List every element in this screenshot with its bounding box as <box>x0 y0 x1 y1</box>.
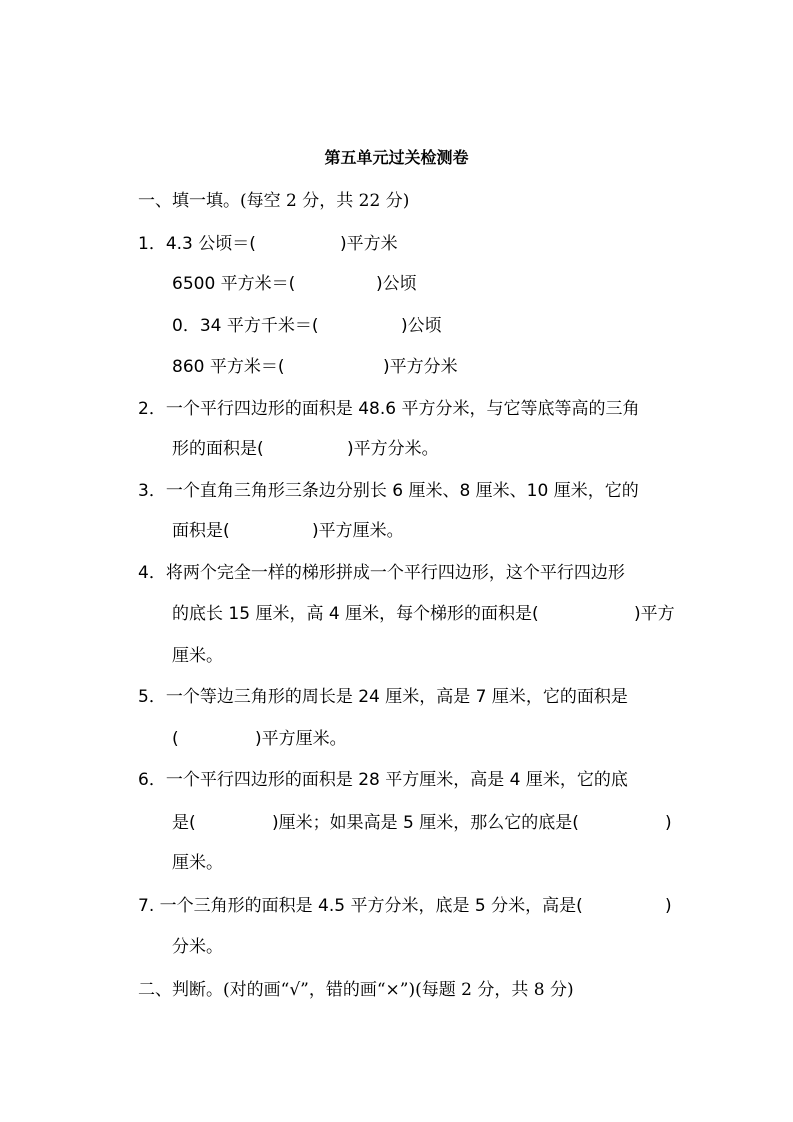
q1b-unit: )公顷 <box>376 274 417 294</box>
q1c-unit: )公顷 <box>401 316 442 336</box>
q2-line2-unit: )平方分米。 <box>347 439 439 459</box>
q1a-unit: )平方米 <box>340 234 398 254</box>
q6-line2-text: 是( <box>172 813 196 833</box>
q3-line1: 3．一个直角三角形三条边分别长 6 厘米、8 厘米、10 厘米，它的 <box>138 481 639 501</box>
q3-line2-text: 面积是( <box>172 521 230 541</box>
q6-line2-close: ) <box>665 813 672 833</box>
page-title: 第五单元过关检测卷 <box>324 148 469 167</box>
q7-line2: 分米。 <box>172 937 223 957</box>
q7-line1-close: ) <box>665 896 672 916</box>
q3-line2-unit: )平方厘米。 <box>312 521 404 541</box>
q2-line2-text: 形的面积是( <box>172 439 264 459</box>
q1c-text: 0．34 平方千米＝( <box>172 316 319 336</box>
q4-line2-unit: )平方 <box>634 604 675 624</box>
q1d-unit: )平方分米 <box>383 357 458 377</box>
q6-line1: 6．一个平行四边形的面积是 28 平方厘米，高是 4 厘米，它的底 <box>138 770 628 790</box>
q6-line2-middle: )厘米；如果高是 5 厘米，那么它的底是( <box>272 813 579 833</box>
q5-line2-unit: )平方厘米。 <box>255 729 347 749</box>
q7-line1-text: 7. 一个三角形的面积是 4.5 平方分米，底是 5 分米，高是( <box>138 896 583 916</box>
q5-line2-paren: ( <box>172 729 179 749</box>
q4-line2-text: 的底长 15 厘米，高 4 厘米，每个梯形的面积是( <box>172 604 539 624</box>
q5-line1: 5．一个等边三角形的周长是 24 厘米，高是 7 厘米，它的面积是 <box>138 687 628 707</box>
section-1-heading: 一、填一填。(每空 2 分，共 22 分) <box>138 191 410 211</box>
q1b-text: 6500 平方米＝( <box>172 274 296 294</box>
q4-line3: 厘米。 <box>172 646 223 666</box>
q1d-text: 860 平方米＝( <box>172 357 285 377</box>
section-2-heading: 二、判断。(对的画“√”，错的画“×”)(每题 2 分，共 8 分) <box>138 980 574 1000</box>
q2-line1: 2．一个平行四边形的面积是 48.6 平方分米，与它等底等高的三角 <box>138 399 640 419</box>
q4-line1: 4．将两个完全一样的梯形拼成一个平行四边形，这个平行四边形 <box>138 563 625 583</box>
q6-line3: 厘米。 <box>172 853 223 873</box>
q1a-text: 1．4.3 公顷＝( <box>138 234 256 254</box>
